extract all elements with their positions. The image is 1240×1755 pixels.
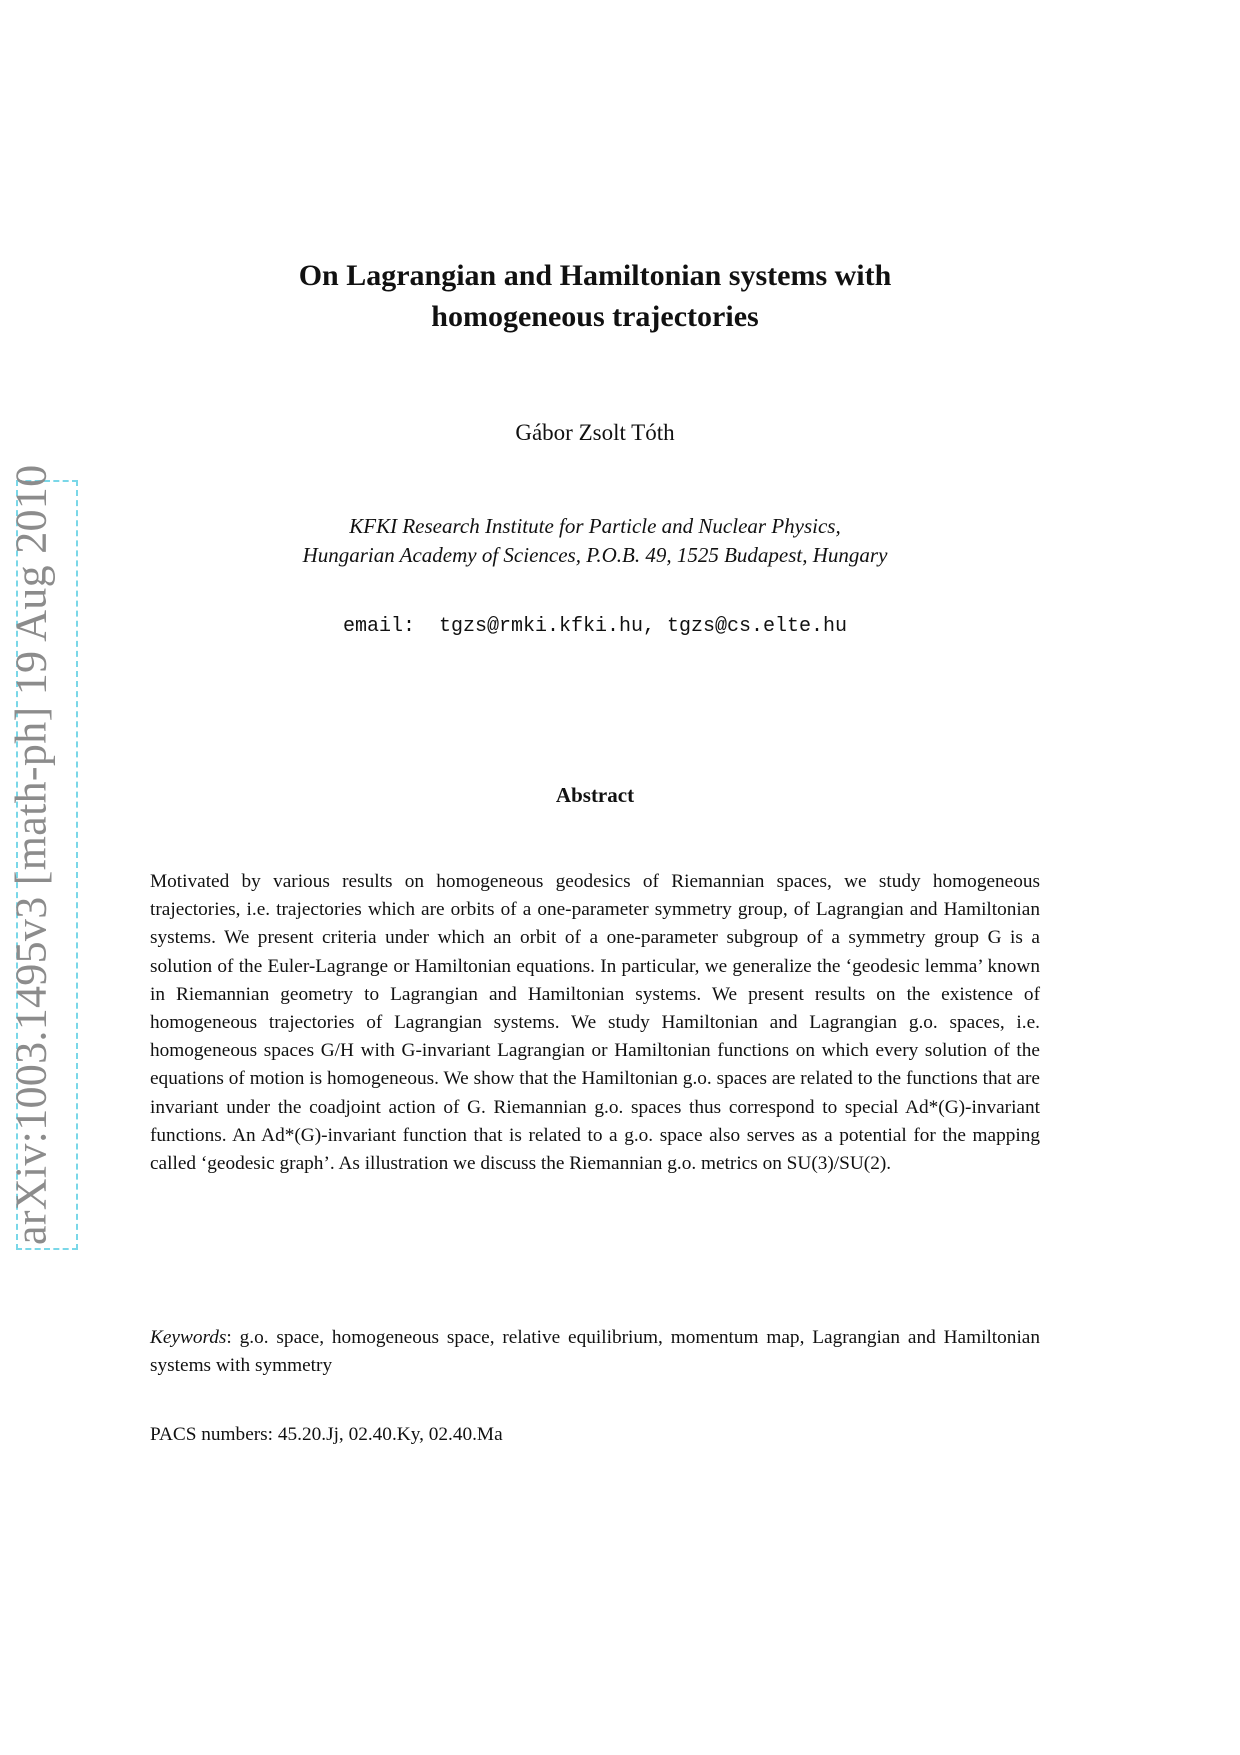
abstract-heading: Abstract (555, 783, 635, 807)
abstract-body: Motivated by various results on homogeneous geodesics of Riemannian spaces, we study homogeneous trajectories, i.e. trajectories which are orbits of a one-parameter symmetry group, of Lagrangian and Hamiltonian systems. We present criteria under which an orbit of a one-parameter subgroup of a symmetry group G is a solution of the Euler-Lagrange or Hamiltonian equations. In particular, we generalize the ‘geodesic lemma’ known in Riemannian geometry to Lagrangian and Hamiltonian systems. We present results on the existence of homogeneous trajectories of Lagrangian systems. We study Hamiltonian and Lagrangian g.o. spaces, i.e. homogeneous spaces G/H with G-invariant Lagrangian or Hamiltonian functions on which every solution of the equations of motion is homogeneous. We show that the Hamiltonian g.o. spaces are related to the functions that are invariant under the coadjoint action of G. Riemannian g.o. spaces thus correspond to special Ad*(G)-invariant functions. An Ad*(G)-invariant function that is related to a g.o. space also serves as a potential for the mapping called ‘geodesic graph’. As illustration we discuss the Riemannian g.o. metrics on SU(3)/SU(2). (150, 871, 1040, 1175)
affiliation (150, 512, 1040, 570)
email-line: email: tgzs@rmki.kfki.hu, tgzs@cs.elte.hu (342, 615, 848, 638)
paper-title-line2: homogeneous trajectories (431, 300, 759, 333)
paper-title (150, 255, 1040, 337)
author-name: Gábor Zsolt Tóth (515, 420, 675, 445)
keywords-label: Keywords (150, 1327, 227, 1348)
keywords (150, 1324, 1040, 1380)
affiliation-line1: KFKI Research Institute for Particle and Nuclear Physics, (349, 514, 841, 538)
keywords-text: : g.o. space, homogeneous space, relative equilibrium, momentum map, Lagrangian and Hamiltonian systems with symmetry (150, 1327, 1040, 1377)
affiliation-line2: Hungarian Academy of Sciences, P.O.B. 49, 1525 Budapest, Hungary (302, 543, 888, 567)
pacs-numbers: PACS numbers: 45.20.Jj, 02.40.Ky, 02.40.Ma (150, 1424, 503, 1445)
paper-title-line1: On Lagrangian and Hamiltonian systems with (298, 259, 892, 292)
arxiv-stamp: arXiv:1003.1495v3 [math-ph] 19 Aug 2010 (6, 464, 56, 1245)
